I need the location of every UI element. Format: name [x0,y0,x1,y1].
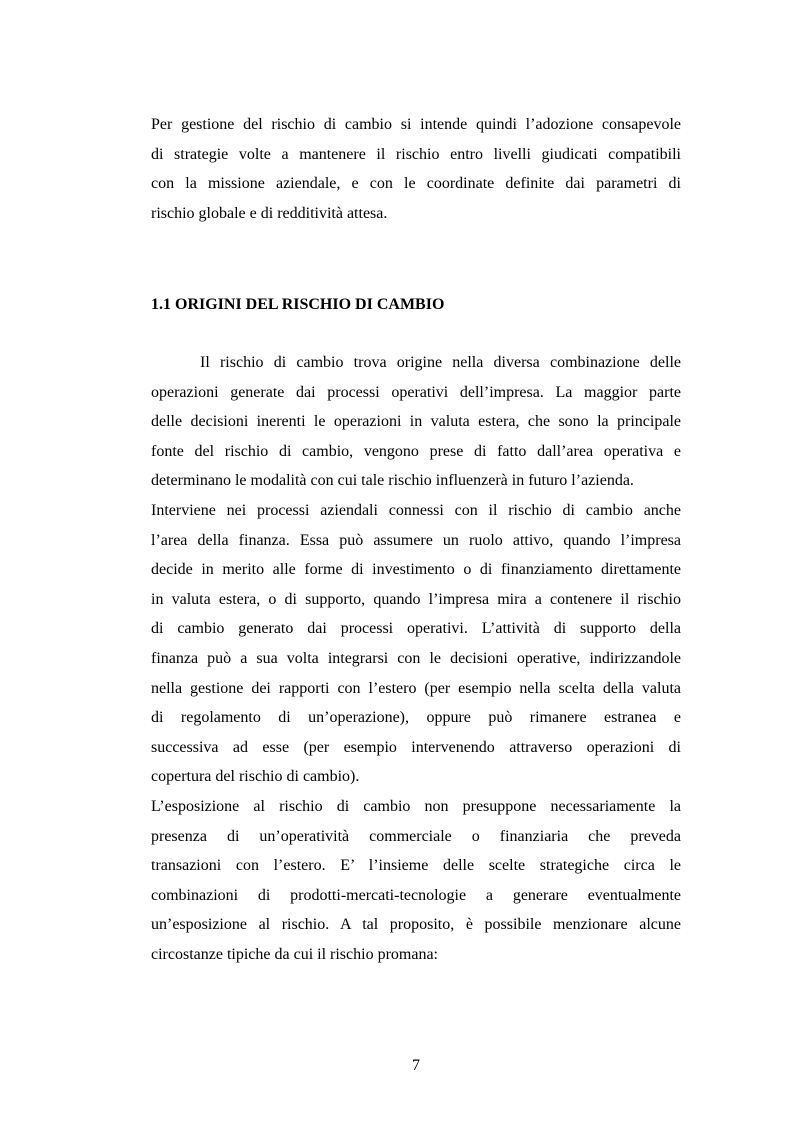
text-line: Il rischio di cambio trova origine nella diversa combinazione delle [200,354,681,371]
text-line: delle decisioni inerenti le operazioni in valuta estera, che sono la principale [151,413,681,431]
text-line: transazioni con l’estero. E’ l’insieme delle scelte strategiche circa le [151,857,681,875]
text-line: fonte del rischio di cambio, vengono prese di fatto dall’area operativa e [151,442,681,460]
intro-paragraph [151,110,681,228]
text-line: l’area della finanza. Essa può assumere un ruolo attivo, quando l’impresa [151,531,681,549]
text-line: con la missione aziendale, e con le coordinate definite dai parametri di [151,175,681,193]
text-line: finanza può a sua volta integrarsi con le decisioni operative, indirizzandole [151,649,681,667]
text-line: decide in merito alle forme di investimento o di finanziamento direttamente [151,561,681,579]
text-line: circostanze tipiche da cui il rischio promana: [151,945,438,963]
section-heading: 1.1 ORIGINI DEL RISCHIO DI CAMBIO [151,296,445,313]
text-line: in valuta estera, o di supporto, quando l’impresa mira a contenere il rischio [151,590,681,608]
text-line: operazioni generate dai processi operativi dell’impresa. La maggior parte [151,383,681,401]
page-number: 7 [412,1057,420,1074]
text-line: presenza di un’operatività commerciale o finanziaria che preveda [151,827,681,845]
text-line: combinazioni di prodotti-mercati-tecnologie a generare eventualmente [151,886,681,904]
text-line: nella gestione dei rapporti con l’estero (per esempio nella scelta della valuta [151,679,681,697]
text-line: un’esposizione al rischio. A tal proposito, è possibile menzionare alcune [151,916,681,934]
text-line: L’esposizione al rischio di cambio non presuppone necessariamente la [151,797,681,815]
text-line: determinano le modalità con cui tale rischio influenzerà in futuro l’azienda. [151,472,634,490]
text-line: Per gestione del rischio di cambio si intende quindi l’adozione consapevole [151,116,681,133]
text-line: copertura del rischio di cambio). [151,768,360,786]
text-line: di regolamento di un’operazione), oppure può rimanere estranea e [151,709,681,727]
text-line: di strategie volte a mantenere il rischio entro livelli giudicati compatibili [151,145,681,163]
text-line: rischio globale e di redditività attesa. [151,204,388,222]
text-line: successiva ad esse (per esempio intervenendo attraverso operazioni di [151,738,681,756]
text-line: Interviene nei processi aziendali connessi con il rischio di cambio anche [151,501,681,519]
text-line: di cambio generato dai processi operativi. L’attività di supporto della [151,620,681,638]
section-body [151,348,681,969]
